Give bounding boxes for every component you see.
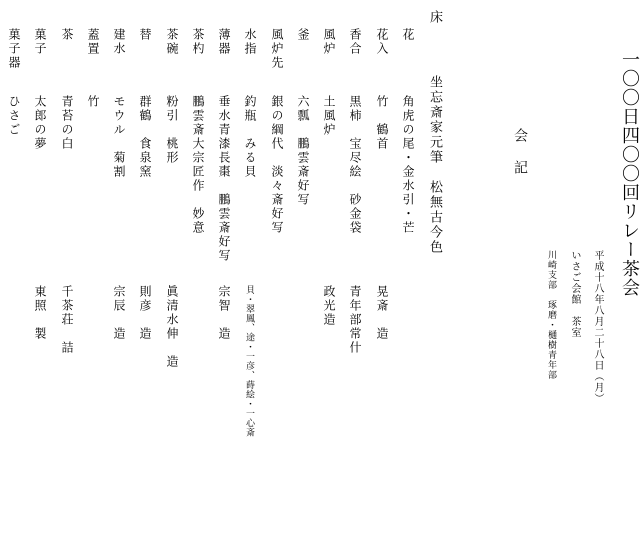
- entry-item: 竹 鶴首: [375, 95, 389, 151]
- entry-maker: 千茶荘 詰: [60, 285, 74, 355]
- entry-label: 菓子: [33, 28, 47, 56]
- entry-maker: 東照 製: [33, 285, 47, 341]
- entry-maker: 晃斎 造: [375, 285, 389, 341]
- entry-item: 粉引 桃形: [165, 95, 179, 165]
- entry-maker: 宗智 造: [217, 285, 231, 341]
- entry-label: 風炉先: [270, 28, 284, 70]
- entry-maker: 則彦 造: [138, 285, 152, 341]
- entry-item: モウル 菊割: [112, 95, 126, 179]
- entry-label: 茶碗: [165, 28, 179, 56]
- entry-label: 薄器: [217, 28, 231, 56]
- entry-item: 坐忘斎家元筆 松無古今色: [427, 75, 442, 255]
- entry-item: 群鶴 食泉窯: [138, 95, 152, 179]
- entry-item: ひさご: [7, 95, 21, 137]
- entry-maker: 眞清水伸 造: [165, 285, 179, 369]
- entry-item: 太郎の夢: [33, 95, 47, 151]
- entry-item: 竹: [86, 95, 100, 109]
- event-host: 川崎支部 琢磨・樋樹青年部: [546, 250, 556, 380]
- entry-item: 土風炉: [322, 95, 336, 137]
- entry-maker: 青年部常什: [348, 285, 362, 355]
- entry-label: 風炉: [322, 28, 336, 56]
- entry-label: 建水: [112, 28, 126, 56]
- entry-label: 蓋置: [86, 28, 100, 56]
- entry-item: 銀の綱代 淡々斎好写: [270, 95, 284, 235]
- entry-label: 釜: [296, 28, 310, 42]
- entry-label: 替: [138, 28, 152, 42]
- entry-item: 角虎の尾・金水引・芒: [401, 95, 415, 235]
- entry-label: 花入: [375, 28, 389, 56]
- document-title: 一〇〇日四〇〇回リレー茶会: [619, 50, 640, 297]
- section-title: 会 記: [512, 128, 528, 176]
- entry-label: 茶: [60, 28, 74, 42]
- entry-item: 釣瓶 みる貝: [243, 95, 257, 179]
- entry-item: 黒柿 宝尽絵 砂金袋: [348, 95, 362, 235]
- entry-item: 垂水青漆長棗 鵬雲斎好写: [217, 95, 231, 263]
- entry-item: 鵬雲斎大宗匠作 妙意: [191, 95, 205, 235]
- entry-label: 花: [401, 28, 415, 42]
- event-date: 平成十八年八月二十八日（月）: [592, 250, 603, 404]
- entry-label: 水指: [243, 28, 257, 56]
- entry-maker: 貝・翠鳳、途・一彦、蒔絵・一心斎: [244, 285, 254, 437]
- entry-item: 青苔の白: [60, 95, 74, 151]
- entry-label: 茶杓: [191, 28, 205, 56]
- entry-item: 六瓢 鵬雲斎好写: [296, 95, 310, 207]
- entry-label: 香合: [348, 28, 362, 56]
- entry-maker: 宗辰 造: [112, 285, 126, 341]
- entry-label: 菓子器: [7, 28, 21, 70]
- entry-label: 床: [427, 10, 442, 25]
- entry-maker: 政光造: [322, 285, 336, 327]
- event-venue: いさご会館 茶室: [569, 250, 580, 338]
